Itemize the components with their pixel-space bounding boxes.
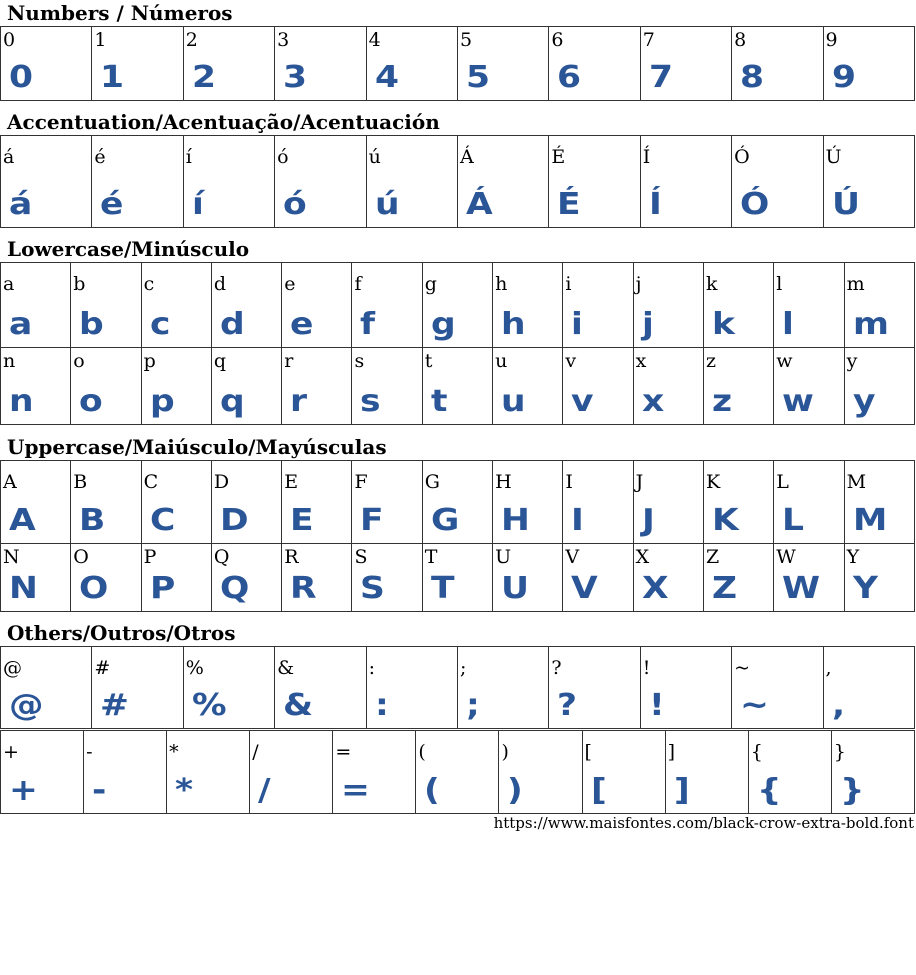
glyph-cell xyxy=(366,135,458,228)
glyph-cell xyxy=(274,26,366,101)
glyph-label: K xyxy=(705,471,721,493)
glyph-label: á xyxy=(3,146,15,168)
glyph-cell xyxy=(844,262,915,348)
glyph-label: % xyxy=(185,657,204,679)
glyph-sample: [ xyxy=(590,773,607,808)
glyph-cell xyxy=(0,262,71,348)
glyph-sample: ! xyxy=(648,688,665,723)
glyph-label: , xyxy=(825,657,832,679)
glyph-label: X xyxy=(635,546,650,568)
glyph-sample: & xyxy=(283,688,314,723)
glyph-label: k xyxy=(705,273,718,295)
glyph-sample: é xyxy=(100,187,124,222)
glyph-cell xyxy=(823,135,915,228)
glyph-label: / xyxy=(252,741,259,763)
glyph-grid xyxy=(0,730,914,814)
glyph-sample: { xyxy=(756,773,782,808)
glyph-label: Ú xyxy=(825,146,842,168)
glyph-cell xyxy=(183,135,275,228)
glyph-cell xyxy=(498,730,582,814)
glyph-cell xyxy=(731,135,823,228)
glyph-sample: ) xyxy=(507,773,524,808)
glyph-sample: ? xyxy=(557,688,578,723)
glyph-sample: s xyxy=(360,384,382,419)
glyph-label: b xyxy=(73,273,86,295)
glyph-sample: 8 xyxy=(740,60,765,95)
glyph-sample: g xyxy=(430,307,456,342)
glyph-sample: h xyxy=(501,307,526,342)
glyph-sample: Á xyxy=(465,187,493,222)
glyph-label: P xyxy=(143,546,157,568)
glyph-label: A xyxy=(3,471,17,493)
glyph-label: [ xyxy=(584,741,592,763)
glyph-sample: , xyxy=(831,688,845,723)
glyph-cell xyxy=(249,730,333,814)
glyph-sample: ú xyxy=(374,187,400,222)
glyph-label: x xyxy=(635,350,647,372)
glyph-sample: w xyxy=(782,384,815,419)
glyph-cell xyxy=(844,460,915,544)
glyph-sample: 2 xyxy=(191,60,216,95)
glyph-sample: = xyxy=(341,773,371,808)
glyph-label: n xyxy=(3,350,16,372)
glyph-label: Z xyxy=(705,546,720,568)
glyph-sample: B xyxy=(79,503,106,538)
glyph-label: e xyxy=(284,273,296,295)
glyph-label: : xyxy=(368,657,375,679)
glyph-label: é xyxy=(94,146,106,168)
glyph-label: d xyxy=(213,273,227,295)
glyph-label: É xyxy=(551,146,566,168)
section-title: Accentuation/Acentuação/Acentuación xyxy=(7,110,440,134)
glyph-sample: u xyxy=(501,384,526,419)
glyph-cell xyxy=(633,543,704,612)
section-title: Numbers / Números xyxy=(7,1,233,25)
glyph-sample: W xyxy=(782,571,821,606)
glyph-label: Ó xyxy=(734,146,750,168)
glyph-cell xyxy=(422,347,493,425)
glyph-cell xyxy=(640,135,732,228)
glyph-label: M xyxy=(846,471,867,493)
glyph-sample: F xyxy=(360,503,385,538)
glyph-sample: Q xyxy=(219,571,250,606)
glyph-label: v xyxy=(565,350,577,372)
glyph-label: í xyxy=(185,146,192,168)
glyph-label: B xyxy=(73,471,88,493)
glyph-sample: ( xyxy=(424,773,441,808)
glyph-label: a xyxy=(3,273,15,295)
glyph-sample: H xyxy=(501,503,530,538)
glyph-sample: 3 xyxy=(283,60,308,95)
glyph-cell xyxy=(823,26,915,101)
glyph-label: y xyxy=(846,350,858,372)
glyph-sample: Y xyxy=(852,571,878,606)
glyph-sample: O xyxy=(79,571,109,606)
glyph-cell xyxy=(703,543,774,612)
glyph-label: G xyxy=(424,471,440,493)
glyph-label: ) xyxy=(501,741,509,763)
glyph-cell xyxy=(0,730,84,814)
glyph-label: L xyxy=(776,471,789,493)
glyph-cell xyxy=(492,262,563,348)
glyph-cell xyxy=(415,730,499,814)
glyph-sample: É xyxy=(557,187,581,222)
glyph-sample: k xyxy=(711,307,735,342)
glyph-sample: @ xyxy=(9,688,44,723)
glyph-cell xyxy=(773,262,844,348)
section-title: Uppercase/Maiúsculo/Mayúsculas xyxy=(7,435,387,459)
glyph-cell xyxy=(91,646,183,729)
glyph-label: W xyxy=(776,546,796,568)
glyph-cell xyxy=(844,347,915,425)
glyph-label: 2 xyxy=(185,29,198,51)
glyph-sample: P xyxy=(149,571,175,606)
glyph-label: r xyxy=(284,350,294,372)
glyph-cell xyxy=(351,347,422,425)
glyph-label: m xyxy=(846,273,865,295)
glyph-label: T xyxy=(424,546,438,568)
glyph-label: # xyxy=(94,657,111,679)
glyph-sample: y xyxy=(852,384,876,419)
glyph-cell xyxy=(773,460,844,544)
glyph-sample: Ú xyxy=(831,187,860,222)
glyph-label: ! xyxy=(642,657,651,679)
glyph-cell xyxy=(422,460,493,544)
glyph-sample: n xyxy=(9,384,34,419)
glyph-sample: : xyxy=(374,688,389,723)
glyph-cell xyxy=(332,730,416,814)
glyph-cell xyxy=(548,135,640,228)
glyph-sample: á xyxy=(9,187,33,222)
glyph-sample: R xyxy=(290,571,317,606)
glyph-sample: v xyxy=(571,384,594,419)
glyph-label: { xyxy=(750,741,763,763)
glyph-sample: z xyxy=(711,384,733,419)
glyph-label: 4 xyxy=(368,29,381,51)
glyph-sample: ~ xyxy=(740,688,770,723)
glyph-cell xyxy=(281,262,352,348)
glyph-label: ~ xyxy=(734,657,751,679)
glyph-sample: l xyxy=(782,307,795,342)
glyph-label: 7 xyxy=(642,29,655,51)
glyph-label: ; xyxy=(459,657,467,679)
glyph-cell xyxy=(0,347,71,425)
glyph-label: E xyxy=(284,471,299,493)
glyph-sample: a xyxy=(9,307,33,342)
glyph-label: Q xyxy=(213,546,230,568)
glyph-cell xyxy=(633,262,704,348)
glyph-grid xyxy=(0,26,914,101)
glyph-sample: p xyxy=(149,384,175,419)
glyph-sample: Í xyxy=(648,187,662,222)
glyph-cell xyxy=(492,460,563,544)
section-title: Lowercase/Minúsculo xyxy=(7,237,250,261)
glyph-cell xyxy=(0,135,92,228)
glyph-sample: I xyxy=(571,503,585,538)
glyph-cell xyxy=(91,135,183,228)
glyph-label: V xyxy=(565,546,580,568)
glyph-cell xyxy=(640,646,732,729)
glyph-cell xyxy=(281,543,352,612)
glyph-grid xyxy=(0,460,914,544)
glyph-cell xyxy=(492,543,563,612)
footer-url[interactable]: https://www.maisfontes.com/black-crow-extra-bold.font xyxy=(493,814,914,832)
glyph-sample: c xyxy=(149,307,171,342)
glyph-label: 9 xyxy=(825,29,838,51)
glyph-cell xyxy=(457,646,549,729)
glyph-label: C xyxy=(143,471,159,493)
glyph-label: p xyxy=(143,350,156,372)
glyph-sample: 5 xyxy=(465,60,490,95)
glyph-label: * xyxy=(169,741,179,763)
glyph-sample: V xyxy=(571,571,599,606)
glyph-sample: - xyxy=(92,773,107,808)
glyph-grid xyxy=(0,262,914,348)
glyph-cell xyxy=(281,347,352,425)
glyph-label: 3 xyxy=(277,29,290,51)
glyph-cell xyxy=(70,543,141,612)
glyph-label: - xyxy=(86,741,93,763)
glyph-cell xyxy=(211,460,282,544)
glyph-label: l xyxy=(776,273,783,295)
glyph-label: w xyxy=(776,350,793,372)
glyph-cell xyxy=(0,543,71,612)
glyph-sample: 1 xyxy=(100,60,125,95)
glyph-cell xyxy=(492,347,563,425)
glyph-cell xyxy=(633,347,704,425)
glyph-cell xyxy=(211,262,282,348)
glyph-label: h xyxy=(495,273,508,295)
glyph-label: = xyxy=(335,741,352,763)
glyph-label: j xyxy=(635,273,642,295)
glyph-label: N xyxy=(3,546,20,568)
glyph-label: I xyxy=(565,471,573,493)
glyph-cell xyxy=(703,262,774,348)
glyph-sample: b xyxy=(79,307,105,342)
glyph-label: S xyxy=(354,546,368,568)
section-title: Others/Outros/Otros xyxy=(7,621,236,645)
glyph-sample: + xyxy=(9,773,38,808)
glyph-sample: ] xyxy=(673,773,690,808)
glyph-label: @ xyxy=(3,657,22,679)
glyph-label: u xyxy=(495,350,508,372)
glyph-sample: í xyxy=(191,187,204,222)
glyph-label: ú xyxy=(368,146,381,168)
glyph-sample: 0 xyxy=(9,60,34,95)
glyph-sample: L xyxy=(782,503,805,538)
glyph-label: s xyxy=(354,350,365,372)
glyph-sample: x xyxy=(641,384,664,419)
glyph-sample: * xyxy=(175,773,194,808)
glyph-sample: ; xyxy=(465,688,480,723)
glyph-sample: } xyxy=(839,773,865,808)
glyph-cell xyxy=(703,347,774,425)
glyph-label: ó xyxy=(277,146,289,168)
glyph-sample: J xyxy=(641,503,655,538)
glyph-label: ? xyxy=(551,657,562,679)
glyph-cell xyxy=(831,730,915,814)
glyph-sample: d xyxy=(219,307,245,342)
glyph-cell xyxy=(640,26,732,101)
glyph-label: } xyxy=(833,741,846,763)
glyph-label: F xyxy=(354,471,368,493)
glyph-sample: E xyxy=(290,503,314,538)
glyph-label: o xyxy=(73,350,85,372)
glyph-cell xyxy=(70,262,141,348)
glyph-cell xyxy=(351,262,422,348)
glyph-label: ( xyxy=(418,741,426,763)
glyph-label: + xyxy=(3,741,19,763)
glyph-cell xyxy=(274,135,366,228)
glyph-cell xyxy=(582,730,666,814)
glyph-label: f xyxy=(354,273,362,295)
glyph-cell xyxy=(422,543,493,612)
glyph-cell xyxy=(141,543,212,612)
glyph-cell xyxy=(731,26,823,101)
glyph-label: ] xyxy=(667,741,676,763)
glyph-sample: D xyxy=(219,503,249,538)
glyph-cell xyxy=(422,262,493,348)
glyph-grid xyxy=(0,646,914,729)
glyph-sample: / xyxy=(258,773,271,808)
glyph-cell xyxy=(773,543,844,612)
glyph-grid xyxy=(0,135,914,228)
glyph-sample: A xyxy=(9,503,36,538)
glyph-label: 6 xyxy=(551,29,564,51)
glyph-label: 5 xyxy=(459,29,473,51)
glyph-label: q xyxy=(213,350,227,372)
glyph-label: Í xyxy=(642,146,651,168)
glyph-label: Á xyxy=(459,146,474,168)
glyph-cell xyxy=(183,646,275,729)
glyph-label: U xyxy=(495,546,512,568)
glyph-sample: T xyxy=(430,571,455,606)
glyph-cell xyxy=(548,646,640,729)
glyph-label: 8 xyxy=(734,29,747,51)
glyph-cell xyxy=(351,460,422,544)
glyph-sample: f xyxy=(360,307,376,342)
glyph-cell xyxy=(0,26,92,101)
glyph-cell xyxy=(548,26,640,101)
glyph-cell xyxy=(703,460,774,544)
glyph-label: Y xyxy=(846,546,860,568)
glyph-label: D xyxy=(213,471,230,493)
glyph-sample: q xyxy=(219,384,245,419)
glyph-cell xyxy=(665,730,749,814)
glyph-cell xyxy=(211,347,282,425)
glyph-cell xyxy=(211,543,282,612)
glyph-sample: K xyxy=(711,503,739,538)
glyph-grid xyxy=(0,543,914,612)
glyph-sample: X xyxy=(641,571,669,606)
glyph-cell xyxy=(731,646,823,729)
glyph-cell xyxy=(141,262,212,348)
glyph-label: 0 xyxy=(3,29,16,51)
glyph-cell xyxy=(70,460,141,544)
glyph-cell xyxy=(183,26,275,101)
glyph-sample: G xyxy=(430,503,460,538)
glyph-cell xyxy=(274,646,366,729)
glyph-cell xyxy=(0,646,92,729)
glyph-sample: # xyxy=(100,688,130,723)
glyph-sample: o xyxy=(79,384,104,419)
glyph-sample: ó xyxy=(283,187,307,222)
glyph-cell xyxy=(366,26,458,101)
glyph-cell xyxy=(562,262,633,348)
glyph-cell xyxy=(748,730,832,814)
glyph-label: & xyxy=(277,657,295,679)
glyph-cell xyxy=(457,135,549,228)
glyph-cell xyxy=(83,730,167,814)
glyph-cell xyxy=(773,347,844,425)
glyph-sample: 4 xyxy=(374,60,399,95)
glyph-sample: 7 xyxy=(648,60,673,95)
glyph-sample: % xyxy=(191,688,227,723)
glyph-label: H xyxy=(495,471,512,493)
glyph-cell xyxy=(457,26,549,101)
glyph-sample: t xyxy=(430,384,448,419)
glyph-label: 1 xyxy=(94,29,107,51)
glyph-cell xyxy=(0,460,71,544)
glyph-cell xyxy=(166,730,250,814)
glyph-cell xyxy=(562,347,633,425)
glyph-sample: 9 xyxy=(831,60,856,95)
glyph-sample: N xyxy=(9,571,38,606)
glyph-label: R xyxy=(284,546,299,568)
glyph-label: g xyxy=(424,273,437,295)
glyph-cell xyxy=(281,460,352,544)
glyph-sample: j xyxy=(641,307,654,342)
glyph-cell xyxy=(633,460,704,544)
glyph-cell xyxy=(366,646,458,729)
glyph-label: z xyxy=(705,350,716,372)
glyph-label: t xyxy=(424,350,433,372)
glyph-cell xyxy=(562,460,633,544)
glyph-sample: C xyxy=(149,503,175,538)
glyph-cell xyxy=(823,646,915,729)
glyph-label: c xyxy=(143,273,155,295)
glyph-cell xyxy=(351,543,422,612)
glyph-cell xyxy=(91,26,183,101)
glyph-sample: 6 xyxy=(557,60,582,95)
glyph-sample: Ó xyxy=(740,187,770,222)
glyph-grid xyxy=(0,347,914,425)
glyph-sample: Z xyxy=(711,571,737,606)
glyph-cell xyxy=(844,543,915,612)
glyph-cell xyxy=(70,347,141,425)
glyph-sample: i xyxy=(571,307,584,342)
glyph-sample: M xyxy=(852,503,887,538)
glyph-sample: r xyxy=(290,384,308,419)
glyph-label: J xyxy=(635,471,644,493)
glyph-cell xyxy=(562,543,633,612)
glyph-label: i xyxy=(565,273,572,295)
glyph-sample: m xyxy=(852,307,889,342)
glyph-cell xyxy=(141,347,212,425)
glyph-sample: U xyxy=(501,571,530,606)
glyph-label: O xyxy=(73,546,89,568)
glyph-sample: e xyxy=(290,307,314,342)
glyph-sample: S xyxy=(360,571,386,606)
glyph-cell xyxy=(141,460,212,544)
